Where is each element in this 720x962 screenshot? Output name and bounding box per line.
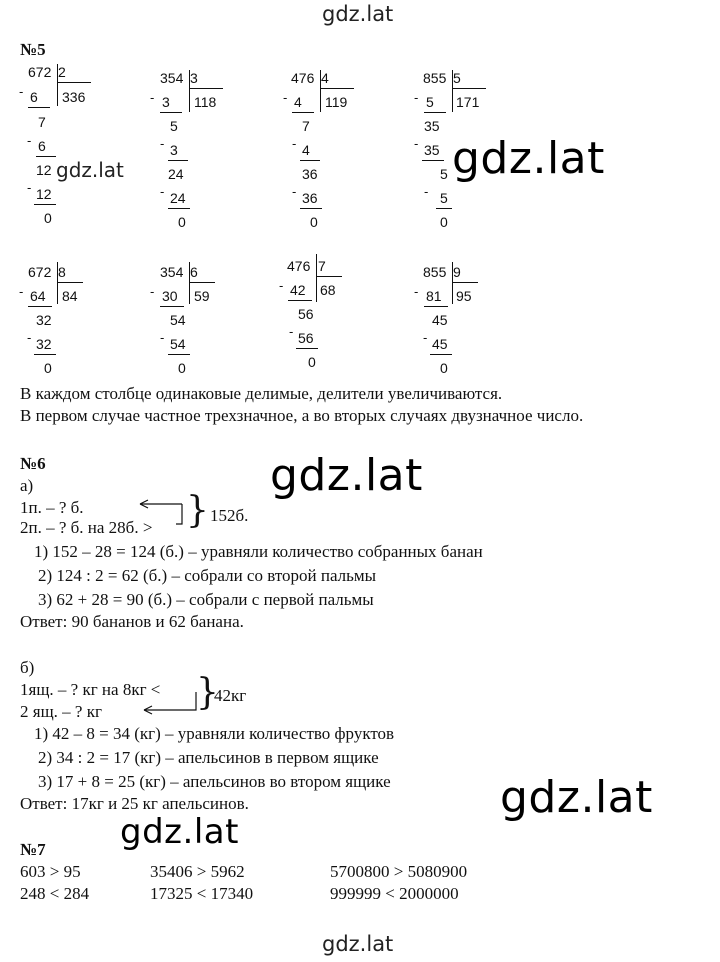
step: 0 <box>178 214 186 230</box>
step: 24 <box>170 190 186 206</box>
step: 5 <box>440 190 448 206</box>
step: 12 <box>36 162 52 178</box>
task-6a-label: а) <box>20 476 34 495</box>
quotient: 171 <box>456 94 480 110</box>
step: 45 <box>432 312 448 328</box>
step: 35 <box>424 118 440 134</box>
divisor: 4 <box>321 70 329 86</box>
step: 3 <box>170 142 178 158</box>
task-5-conclusion-line-1: В каждом столбце одинаковые делимые, делители увеличиваются. <box>20 384 503 403</box>
dividend: 855 <box>423 70 447 86</box>
step: 45 <box>432 336 448 352</box>
task-6a-total: 152б. <box>210 506 249 525</box>
step: 5 <box>170 118 178 134</box>
task-5-title: №5 <box>20 40 46 59</box>
step: 56 <box>298 306 314 322</box>
task-6a-condition-1: 1п. – ? б. <box>20 498 84 517</box>
watermark-large-2: gdz.lat <box>270 450 423 501</box>
step: 0 <box>310 214 318 230</box>
step: 12 <box>36 186 52 202</box>
dividend: 672 <box>28 264 52 280</box>
quotient: 336 <box>62 89 86 105</box>
step: 7 <box>302 118 310 134</box>
quotient: 68 <box>320 282 336 298</box>
step: 54 <box>170 312 186 328</box>
watermark-large-3: gdz.lat <box>500 772 653 823</box>
watermark-inline: gdz.lat <box>56 158 124 182</box>
task-6b-step-1: 1) 42 – 8 = 34 (кг) – уравняли количество фруктов <box>34 724 395 743</box>
task-6a-step-3: 3) 62 + 28 = 90 (б.) – собрали с первой пальмы <box>38 590 374 609</box>
step: 4 <box>294 94 302 110</box>
step: 6 <box>38 138 46 154</box>
step: 0 <box>44 210 52 226</box>
task-6b-label: б) <box>20 658 35 677</box>
dividend: 672 <box>28 64 52 80</box>
step: 7 <box>38 114 46 130</box>
task-6-title: №6 <box>20 454 46 473</box>
task-6b-total: 42кг <box>214 686 247 705</box>
task-6b-answer: Ответ: 17кг и 25 кг апельсинов. <box>20 794 249 813</box>
quotient: 95 <box>456 288 472 304</box>
quotient: 119 <box>325 94 348 110</box>
step: 56 <box>298 330 314 346</box>
step: 24 <box>168 166 184 182</box>
comparison: 17325 < 17340 <box>150 884 254 903</box>
task-6a-answer: Ответ: 90 бананов и 62 банана. <box>20 612 244 631</box>
divisor: 2 <box>58 64 66 80</box>
task-7-title: №7 <box>20 840 46 859</box>
divisor: 6 <box>190 264 198 280</box>
step: 5 <box>440 166 448 182</box>
step: 6 <box>30 89 38 105</box>
comparison: 603 > 95 <box>20 862 81 881</box>
step: 0 <box>44 360 52 376</box>
divisor: 9 <box>453 264 461 280</box>
quotient: 59 <box>194 288 210 304</box>
step: 81 <box>426 288 442 304</box>
watermark-large-1: gdz.lat <box>452 133 605 184</box>
step: 54 <box>170 336 186 352</box>
step: 0 <box>308 354 316 370</box>
dividend: 354 <box>160 70 184 86</box>
divisor: 8 <box>58 264 66 280</box>
step: 35 <box>424 142 440 158</box>
task-6b-arrow-bracket <box>140 690 200 716</box>
dividend: 476 <box>287 258 311 274</box>
step: 30 <box>162 288 178 304</box>
step: 64 <box>30 288 46 304</box>
divisor: 5 <box>453 70 461 86</box>
task-6b-condition-1: 1ящ. – ? кг на 8кг < <box>20 680 161 699</box>
task-6a-step-1: 1) 152 – 28 = 124 (б.) – уравняли количество собранных банан <box>34 542 483 561</box>
dividend: 354 <box>160 264 184 280</box>
step: 4 <box>302 142 310 158</box>
divisor: 7 <box>318 258 326 274</box>
task-5-conclusion-line-2: В первом случае частное трехзначное, а во вторых случаях двузначное число. <box>20 406 584 425</box>
step: 36 <box>302 166 318 182</box>
step: 32 <box>36 312 52 328</box>
step: 0 <box>178 360 186 376</box>
dividend: 855 <box>423 264 447 280</box>
step: 0 <box>440 360 448 376</box>
task-6b-step-3: 3) 17 + 8 = 25 (кг) – апельсинов во втором ящике <box>38 772 391 791</box>
watermark-large-4: gdz.lat <box>120 812 239 852</box>
watermark-top: gdz.lat <box>322 2 394 26</box>
comparison: 5700800 > 5080900 <box>330 862 468 881</box>
task-6a-step-2: 2) 124 : 2 = 62 (б.) – собрали со второй пальмы <box>38 566 377 585</box>
step: 3 <box>162 94 170 110</box>
step: 36 <box>302 190 318 206</box>
task-6a-condition-2: 2п. – ? б. на 28б. > <box>20 518 153 537</box>
watermark-bottom: gdz.lat <box>322 932 394 956</box>
task-6b-step-2: 2) 34 : 2 = 17 (кг) – апельсинов в первом ящике <box>38 748 379 767</box>
divisor: 3 <box>190 70 198 86</box>
step: 42 <box>290 282 306 298</box>
step: 5 <box>426 94 434 110</box>
task-6a-arrow-bracket <box>136 498 186 530</box>
dividend: 476 <box>291 70 315 86</box>
comparison: 999999 < 2000000 <box>330 884 459 903</box>
task-6b-brace: } <box>196 672 219 713</box>
quotient: 118 <box>194 94 217 110</box>
quotient: 84 <box>62 288 78 304</box>
comparison: 35406 > 5962 <box>150 862 245 881</box>
task-6b-condition-2: 2 ящ. – ? кг <box>20 702 102 721</box>
task-6a-brace: } <box>186 490 209 531</box>
comparison: 248 < 284 <box>20 884 90 903</box>
step: 0 <box>440 214 448 230</box>
step: 32 <box>36 336 52 352</box>
